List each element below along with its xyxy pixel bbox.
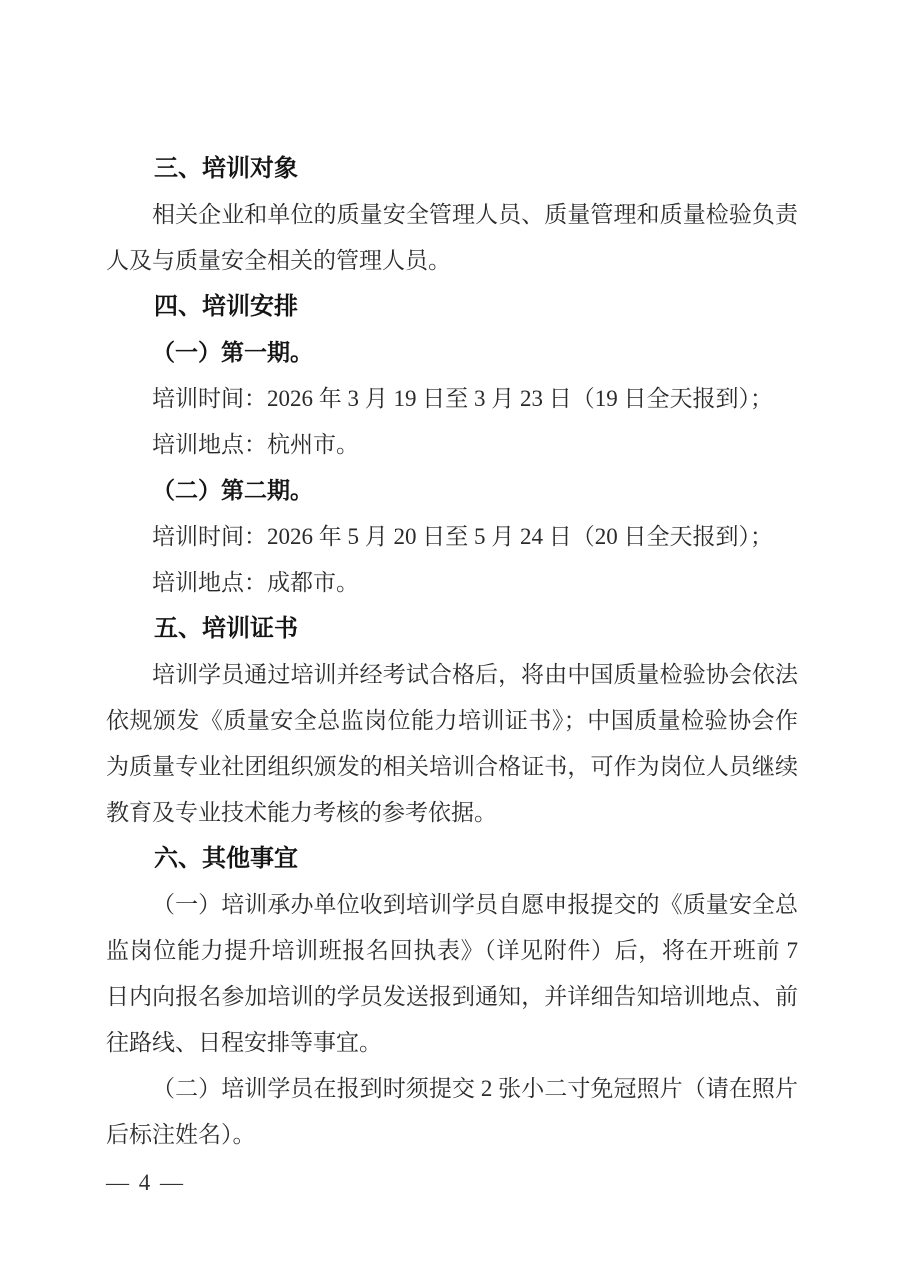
paragraph-training-certificate: 培训学员通过培训并经考试合格后，将由中国质量检验协会依法依规颁发《质量安全总监岗位能力培训证书》；中国质量检验协会作为质量专业社团组织颁发的相关培训合格证书，可作为岗位人员继续教育及专业技术能力考核的参考依据。 [106, 662, 798, 825]
phase-1-time: 培训时间：2026 年 3 月 19 日至 3 月 23 日（19 日全天报到）； [152, 386, 773, 411]
subheading-phase-2: （二）第二期。 [152, 478, 313, 503]
heading-training-certificate: 五、培训证书 [154, 615, 298, 642]
page-number: — 4 — [106, 1170, 185, 1195]
document-body [106, 146, 798, 1158]
heading-other-matters: 六、其他事宜 [154, 845, 298, 872]
paragraph-training-targets: 相关企业和单位的质量安全管理人员、质量管理和质量检验负责人及与质量安全相关的管理人员。 [106, 202, 798, 273]
phase-1-location: 培训地点：杭州市。 [152, 432, 359, 457]
phase-2-time: 培训时间：2026 年 5 月 20 日至 5 月 24 日（20 日全天报到）； [152, 524, 773, 549]
heading-training-schedule: 四、培训安排 [154, 293, 298, 320]
phase-2-location: 培训地点：成都市。 [152, 570, 359, 595]
paragraph-other-matters-1: （一）培训承办单位收到培训学员自愿申报提交的《质量安全总监岗位能力提升培训班报名回执表》（详见附件）后，将在开班前 7 日内向报名参加培训的学员发送报到通知，并详细告知培训地点、前往路线、日程安排等事宜。 [106, 892, 798, 1055]
paragraph-other-matters-2: （二）培训学员在报到时须提交 2 张小二寸免冠照片（请在照片后标注姓名）。 [106, 1076, 798, 1147]
subheading-phase-1: （一）第一期。 [152, 340, 313, 365]
heading-training-targets: 三、培训对象 [154, 155, 298, 182]
